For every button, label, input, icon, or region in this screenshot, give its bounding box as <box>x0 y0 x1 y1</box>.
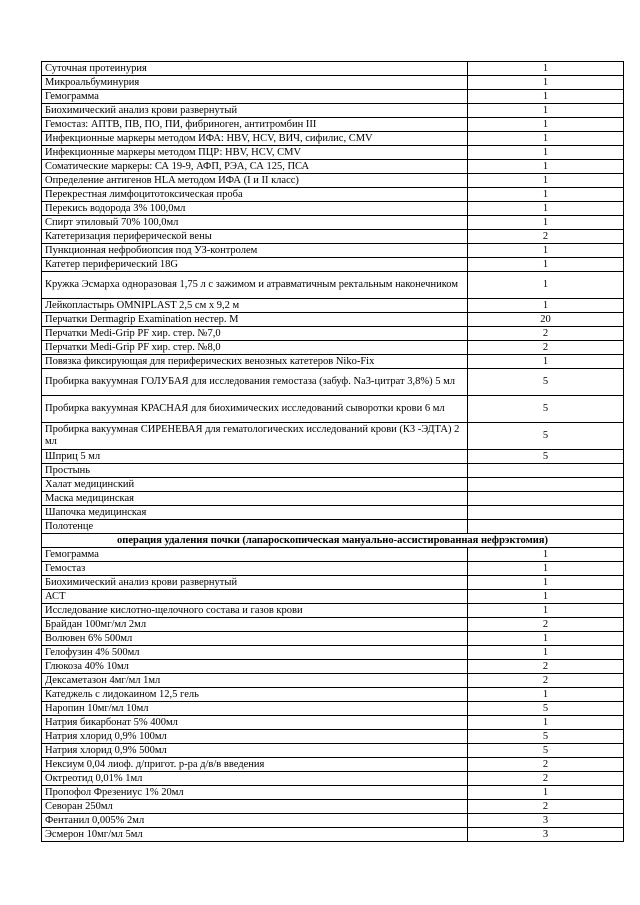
item-name-cell: Натрия хлорид 0,9% 500мл <box>42 744 468 758</box>
item-name-cell: Гемостаз: АПТВ, ПВ, ПО, ПИ, фибриноген, антитромбин III <box>42 118 468 132</box>
item-name-cell: Катеджель с лидокаином 12,5 гель <box>42 688 468 702</box>
item-qty-cell: 1 <box>468 576 624 590</box>
item-qty-cell: 1 <box>468 688 624 702</box>
table-row <box>42 62 624 76</box>
item-qty-cell: 1 <box>468 202 624 216</box>
item-name-cell: Натрия хлорид 0,9% 100мл <box>42 730 468 744</box>
item-name-cell: Катетер периферический 18G <box>42 258 468 272</box>
table-row <box>42 313 624 327</box>
table-row <box>42 478 624 492</box>
item-name-cell: Фентанил 0,005% 2мл <box>42 814 468 828</box>
table-row <box>42 272 624 299</box>
table-row <box>42 632 624 646</box>
item-name-cell: Глюкоза 40% 10мл <box>42 660 468 674</box>
table-row <box>42 520 624 534</box>
item-qty-cell: 5 <box>468 369 624 396</box>
table-row <box>42 800 624 814</box>
item-qty-cell: 1 <box>468 76 624 90</box>
table-row <box>42 590 624 604</box>
item-name-cell: Маска медицинская <box>42 492 468 506</box>
table-row <box>42 160 624 174</box>
item-name-cell: Катетеризация периферической вены <box>42 230 468 244</box>
table-row <box>42 646 624 660</box>
table-row <box>42 688 624 702</box>
item-name-cell: Инфекционные маркеры методом ПЦР: HBV, HCV, CMV <box>42 146 468 160</box>
item-name-cell: Пропофол Фрезениус 1% 20мл <box>42 786 468 800</box>
item-name-cell: Лейкопластырь OMNIPLAST 2,5 см х 9,2 м <box>42 299 468 313</box>
item-qty-cell: 2 <box>468 758 624 772</box>
table-row <box>42 814 624 828</box>
item-name-cell: Микроальбуминурия <box>42 76 468 90</box>
table-row <box>42 786 624 800</box>
item-qty-cell: 5 <box>468 396 624 423</box>
table-row <box>42 230 624 244</box>
table-row <box>42 188 624 202</box>
items-table-body-bottom <box>42 548 624 842</box>
document-page <box>41 61 623 842</box>
item-qty-cell: 3 <box>468 814 624 828</box>
table-row <box>42 618 624 632</box>
item-name-cell: Пункционная нефробиопсия под УЗ-контролем <box>42 244 468 258</box>
item-name-cell: Гемограмма <box>42 90 468 104</box>
item-qty-cell: 1 <box>468 132 624 146</box>
item-qty-cell: 1 <box>468 562 624 576</box>
item-qty-cell: 2 <box>468 800 624 814</box>
table-row <box>42 76 624 90</box>
table-row <box>42 355 624 369</box>
item-name-cell: Перчатки Medi-Grip PF хир. стер. №8,0 <box>42 341 468 355</box>
item-qty-cell: 1 <box>468 258 624 272</box>
item-qty-cell: 1 <box>468 244 624 258</box>
table-row <box>42 216 624 230</box>
item-qty-cell: 5 <box>468 702 624 716</box>
item-qty-cell: 1 <box>468 104 624 118</box>
item-name-cell: Полотенце <box>42 520 468 534</box>
item-qty-cell: 1 <box>468 188 624 202</box>
item-name-cell: Шприц 5 мл <box>42 450 468 464</box>
table-row <box>42 369 624 396</box>
table-row <box>42 758 624 772</box>
item-qty-cell <box>468 520 624 534</box>
table-row <box>42 341 624 355</box>
item-qty-cell: 2 <box>468 341 624 355</box>
table-row <box>42 604 624 618</box>
table-row <box>42 702 624 716</box>
item-qty-cell: 3 <box>468 828 624 842</box>
item-qty-cell: 1 <box>468 716 624 730</box>
item-name-cell: Перчатки Dermagrip Examination нестер. M <box>42 313 468 327</box>
table-row <box>42 104 624 118</box>
table-row <box>42 174 624 188</box>
item-qty-cell: 1 <box>468 299 624 313</box>
table-row <box>42 506 624 520</box>
item-name-cell: Халат медицинский <box>42 478 468 492</box>
item-qty-cell: 2 <box>468 660 624 674</box>
item-qty-cell: 20 <box>468 313 624 327</box>
item-name-cell: Суточная протеинурия <box>42 62 468 76</box>
item-name-cell: Кружка Эсмарха одноразовая 1,75 л с зажимом и атравматичным ректальным наконечником <box>42 272 468 299</box>
item-name-cell: Пробирка вакуумная СИРЕНЕВАЯ для гематологических исследований крови (К3 -ЭДТА) 2 мл <box>42 423 468 450</box>
item-qty-cell: 2 <box>468 327 624 341</box>
item-name-cell: Шапочка медицинская <box>42 506 468 520</box>
item-name-cell: Октреотид 0,01% 1мл <box>42 772 468 786</box>
table-row <box>42 562 624 576</box>
item-name-cell: Волювен 6% 500мл <box>42 632 468 646</box>
table-row <box>42 730 624 744</box>
table-row <box>42 464 624 478</box>
items-table-body-top <box>42 62 624 534</box>
table-row <box>42 548 624 562</box>
item-name-cell: Гемограмма <box>42 548 468 562</box>
table-row <box>42 492 624 506</box>
item-name-cell: Эсмерон 10мг/мл 5мл <box>42 828 468 842</box>
item-name-cell: Определение антигенов HLA методом ИФА (I и II класс) <box>42 174 468 188</box>
item-qty-cell: 1 <box>468 632 624 646</box>
table-row <box>42 258 624 272</box>
item-qty-cell: 5 <box>468 744 624 758</box>
section-body <box>42 534 624 548</box>
item-name-cell: Севоран 250мл <box>42 800 468 814</box>
table-row <box>42 202 624 216</box>
item-name-cell: Инфекционные маркеры методом ИФА: HBV, HCV, ВИЧ, сифилис, CMV <box>42 132 468 146</box>
item-qty-cell <box>468 464 624 478</box>
item-name-cell: Перчатки Medi-Grip PF хир. стер. №7,0 <box>42 327 468 341</box>
item-name-cell: Дексаметазон 4мг/мл 1мл <box>42 674 468 688</box>
item-qty-cell: 1 <box>468 355 624 369</box>
item-qty-cell <box>468 478 624 492</box>
item-qty-cell: 1 <box>468 216 624 230</box>
table-row <box>42 674 624 688</box>
item-qty-cell: 1 <box>468 548 624 562</box>
item-name-cell: Биохимический анализ крови развернутый <box>42 576 468 590</box>
items-table <box>41 61 624 842</box>
item-qty-cell: 1 <box>468 272 624 299</box>
item-name-cell: Повязка фиксирующая для периферических венозных катетеров Niko-Fix <box>42 355 468 369</box>
item-name-cell: Простынь <box>42 464 468 478</box>
table-row <box>42 576 624 590</box>
item-name-cell: Исследование кислотно-щелочного состава и газов крови <box>42 604 468 618</box>
table-row <box>42 716 624 730</box>
item-name-cell: АСТ <box>42 590 468 604</box>
item-name-cell: Нексиум 0,04 лиоф. д/пригот. р-ра д/в/в введения <box>42 758 468 772</box>
item-name-cell: Пробирка вакуумная ГОЛУБАЯ для исследования гемостаза (забуф. Na3-цитрат 3,8%) 5 мл <box>42 369 468 396</box>
table-row <box>42 244 624 258</box>
table-row <box>42 132 624 146</box>
item-qty-cell: 1 <box>468 160 624 174</box>
table-row <box>42 299 624 313</box>
item-qty-cell: 1 <box>468 786 624 800</box>
item-name-cell: Перекись водорода 3% 100,0мл <box>42 202 468 216</box>
table-row <box>42 450 624 464</box>
item-qty-cell <box>468 506 624 520</box>
item-name-cell: Спирт этиловый 70% 100,0мл <box>42 216 468 230</box>
table-row <box>42 772 624 786</box>
item-name-cell: Гелофузин 4% 500мл <box>42 646 468 660</box>
table-row <box>42 423 624 450</box>
item-qty-cell: 2 <box>468 674 624 688</box>
item-name-cell: Наропин 10мг/мл 10мл <box>42 702 468 716</box>
item-name-cell: Гемостаз <box>42 562 468 576</box>
table-row <box>42 327 624 341</box>
table-row <box>42 118 624 132</box>
item-qty-cell: 1 <box>468 62 624 76</box>
item-qty-cell: 1 <box>468 146 624 160</box>
item-qty-cell: 1 <box>468 604 624 618</box>
item-name-cell: Соматические маркеры: СА 19-9, АФП, РЭА, СА 125, ПСА <box>42 160 468 174</box>
table-row <box>42 396 624 423</box>
item-name-cell: Брайдан 100мг/мл 2мл <box>42 618 468 632</box>
item-qty-cell: 5 <box>468 730 624 744</box>
item-qty-cell: 5 <box>468 450 624 464</box>
table-row <box>42 90 624 104</box>
table-row <box>42 744 624 758</box>
item-qty-cell: 2 <box>468 618 624 632</box>
table-row <box>42 828 624 842</box>
table-row <box>42 660 624 674</box>
item-qty-cell: 2 <box>468 772 624 786</box>
item-name-cell: Биохимический анализ крови развернутый <box>42 104 468 118</box>
section-header-row <box>42 534 624 548</box>
item-qty-cell: 1 <box>468 118 624 132</box>
item-qty-cell: 1 <box>468 646 624 660</box>
table-row <box>42 146 624 160</box>
item-qty-cell <box>468 492 624 506</box>
item-name-cell: Перекрестная лимфоцитотоксическая проба <box>42 188 468 202</box>
item-name-cell: Пробирка вакуумная КРАСНАЯ для биохимических исследований сыворотки крови 6 мл <box>42 396 468 423</box>
item-qty-cell: 2 <box>468 230 624 244</box>
item-qty-cell: 1 <box>468 174 624 188</box>
item-qty-cell: 1 <box>468 590 624 604</box>
item-qty-cell: 5 <box>468 423 624 450</box>
item-qty-cell: 1 <box>468 90 624 104</box>
section-title: операция удаления почки (лапароскопическая мануально-ассистированная нефрэктомия) <box>42 534 624 548</box>
item-name-cell: Натрия бикарбонат 5% 400мл <box>42 716 468 730</box>
